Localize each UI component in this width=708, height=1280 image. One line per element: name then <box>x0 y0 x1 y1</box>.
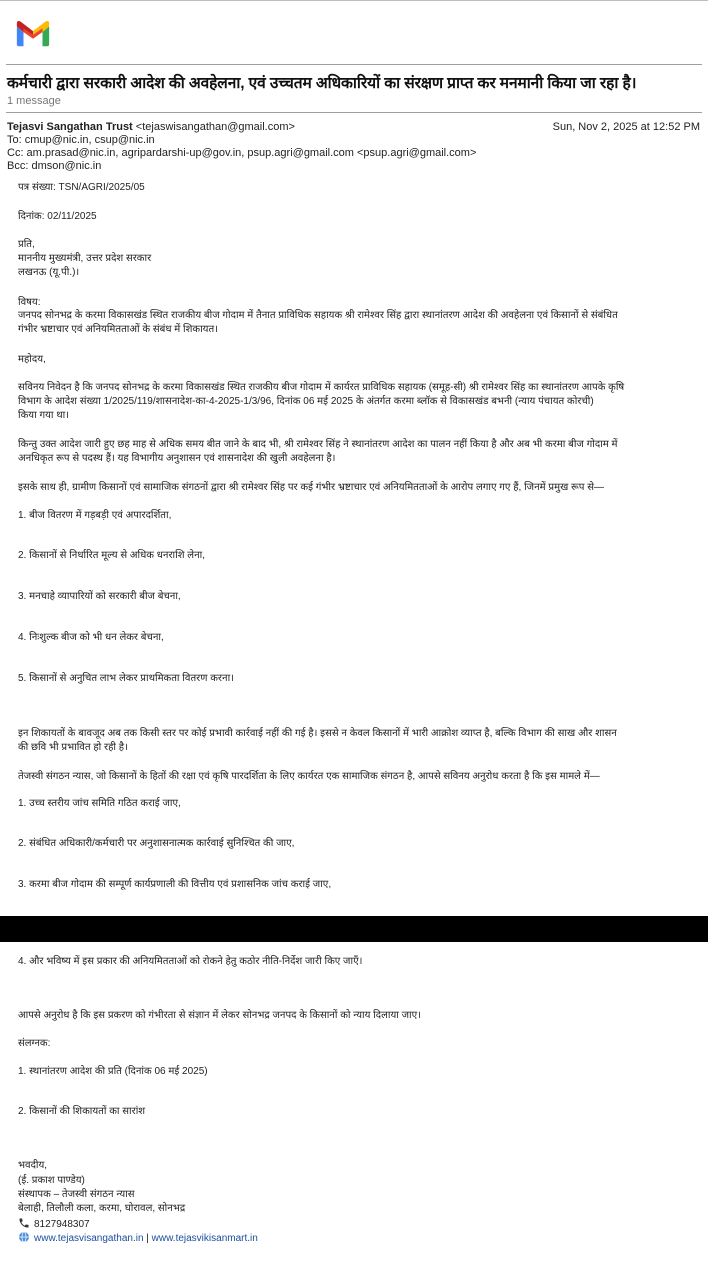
to-recipients: To: cmup@nic.in, csup@nic.in <box>7 134 155 146</box>
website-link[interactable]: www.tejasvikisanmart.in <box>151 1233 258 1244</box>
website-link[interactable]: www.tejasvisangathan.in <box>34 1233 144 1244</box>
paragraph: सविनय निवेदन है कि जनपद सोनभद्र के करमा विकासखंड स्थित राजकीय बीज गोदाम में कार्यरत प्राविधिक सहायक (समूह-सी) श्री रामेश्वर सिंह का स्थानांतरण आपके कृषि <box>18 382 625 393</box>
list-item: 5. किसानों से अनुचित लाभ लेकर प्राथमिकता वितरण करना। <box>18 673 234 684</box>
addressee-line: प्रति, <box>18 239 35 250</box>
list-item: 3. करमा बीज गोदाम की सम्पूर्ण कार्यप्रणाली की वित्तीय एवं प्रशासनिक जांच कराई जाए, <box>18 879 332 890</box>
paragraph: की छवि भी प्रभावित हो रही है। <box>18 742 128 753</box>
bcc-recipients: Bcc: dmson@nic.in <box>7 160 102 172</box>
list-item: 2. किसानों से निर्धारित मूल्य से अधिक धनराशि लेना, <box>18 550 205 561</box>
closing: भवदीय, <box>18 1160 48 1171</box>
enclosure-item: 2. किसानों की शिकायतों का सारांश <box>18 1106 146 1117</box>
subject-divider <box>6 112 702 113</box>
gmail-logo-icon <box>14 18 52 48</box>
screenshot-seam <box>0 916 708 942</box>
sender[interactable] <box>7 121 295 133</box>
cc-recipients: Cc: am.prasad@nic.in, agripardarshi-up@gov.in, psup.agri@gmail.com <psup.agri@gmail.com> <box>7 147 477 159</box>
enclosure-item: 1. स्थानांतरण आदेश की प्रति (दिनांक 06 मई 2025) <box>18 1066 208 1077</box>
phone-number[interactable]: 8127948307 <box>34 1219 90 1230</box>
list-item: 4. और भविष्य में इस प्रकार की अनियमितताओं को रोकने हेतु कठोर नीति-निर्देश जारी किए जाएँ। <box>18 956 363 967</box>
globe-icon <box>18 1231 30 1243</box>
top-divider <box>0 0 708 1</box>
list-item: 1. उच्च स्तरीय जांच समिति गठित कराई जाए, <box>18 798 181 809</box>
signatory: (ई. प्रकाश पाण्डेय) <box>18 1175 85 1186</box>
subject-text: जनपद सोनभद्र के करमा विकासखंड स्थित राजकीय बीज गोदाम में तैनात प्राविधिक सहायक श्री रामेश्वर सिंह द्वारा स्थानांतरण आदेश की अवहेलना एवं किसानों से संबंधित <box>18 310 618 321</box>
list-item: 1. बीज वितरण में गड़बड़ी एवं अपारदर्शिता, <box>18 510 172 521</box>
letter-date: दिनांक: 02/11/2025 <box>18 211 97 222</box>
paragraph: किन्तु उक्त आदेश जारी हुए छह माह से अधिक समय बीत जाने के बाद भी, श्री रामेश्वर सिंह ने स्थानांतरण आदेश का पालन नहीं किया है और अब भी करमा बीज गोदाम में <box>18 439 618 450</box>
thread-subject: कर्मचारी द्वारा सरकारी आदेश की अवहेलना, एवं उच्चतम अधिकारियों का संरक्षण प्राप्त कर मनमानी किया जा रहा है। <box>7 75 637 92</box>
paragraph: आपसे अनुरोध है कि इस प्रकरण को गंभीरता से संज्ञान में लेकर सोनभद्र जनपद के किसानों को न्याय दिलाया जाए। <box>18 1010 421 1021</box>
sender-email: <tejaswisangathan@gmail.com> <box>135 121 295 133</box>
enclosure-label: संलग्नक: <box>18 1038 51 1049</box>
header-divider <box>6 64 702 65</box>
addressee-line: लखनऊ (यू.पी.)। <box>18 267 80 278</box>
salutation: महोदय, <box>18 354 46 365</box>
message-date: Sun, Nov 2, 2025 at 12:52 PM <box>552 121 700 133</box>
website-separator: | <box>143 1233 152 1244</box>
list-item: 2. संबंधित अधिकारी/कर्मचारी पर अनुशासनात्मक कार्रवाई सुनिश्चित की जाए, <box>18 838 295 849</box>
designation: संस्थापक – तेजस्वी संगठन न्यास <box>18 1189 135 1200</box>
list-item: 3. मनचाहे व्यापारियों को सरकारी बीज बेचना, <box>18 591 181 602</box>
paragraph: किया गया था। <box>18 410 70 421</box>
subject-label: विषय: <box>18 297 41 308</box>
sender-name: Tejasvi Sangathan Trust <box>7 121 133 133</box>
message-count: 1 message <box>7 95 61 107</box>
phone-icon <box>18 1217 30 1229</box>
website-line <box>18 1231 694 1246</box>
subject-text: गंभीर भ्रष्टाचार एवं अनियमितताओं के संबंध में शिकायत। <box>18 324 218 335</box>
paragraph: इन शिकायतों के बावजूद अब तक किसी स्तर पर कोई प्रभावी कार्रवाई नहीं की गई है। इससे न केवल किसानों में भारी आक्रोश व्याप्त है, बल्कि विभाग की साख और शासन <box>18 728 617 739</box>
addressee-line: माननीय मुख्यमंत्री, उत्तर प्रदेश सरकार <box>18 253 152 264</box>
paragraph: अनधिकृत रूप से पदस्थ हैं। यह विभागीय अनुशासन एवं शासनादेश की खुली अवहेलना है। <box>18 453 336 464</box>
paragraph: इसके साथ ही, ग्रामीण किसानों एवं सामाजिक संगठनों द्वारा श्री रामेश्वर सिंह पर कई गंभीर भ्रष्टाचार एवं अनियमितताओं के आरोप लगाए गए हैं, जिनमें प्रमुख रूप से— <box>18 482 605 493</box>
paragraph: तेजस्वी संगठन न्यास, जो किसानों के हितों की रक्षा एवं कृषि पारदर्शिता के लिए कार्यरत एक सामाजिक संगठन है, आपसे सविनय अनुरोध करता है कि इस मामले में— <box>18 771 600 782</box>
paragraph: विभाग के आदेश संख्या 1/2025/119/शासनादेश-का-4-2025-1/3/96, दिनांक 06 मई 2025 के अंतर्गत करमा ब्लॉक से विकासखंड बभनी (न्याय पंचायत कोरची) <box>18 396 594 407</box>
list-item: 4. निःशुल्क बीज को भी धन लेकर बेचना, <box>18 632 164 643</box>
address: बेलाही, तिलौली कला, करमा, घोरावल, सोनभद्र <box>18 1203 186 1214</box>
letter-ref: पत्र संख्या: TSN/AGRI/2025/05 <box>18 182 145 193</box>
phone-line <box>18 1217 694 1232</box>
